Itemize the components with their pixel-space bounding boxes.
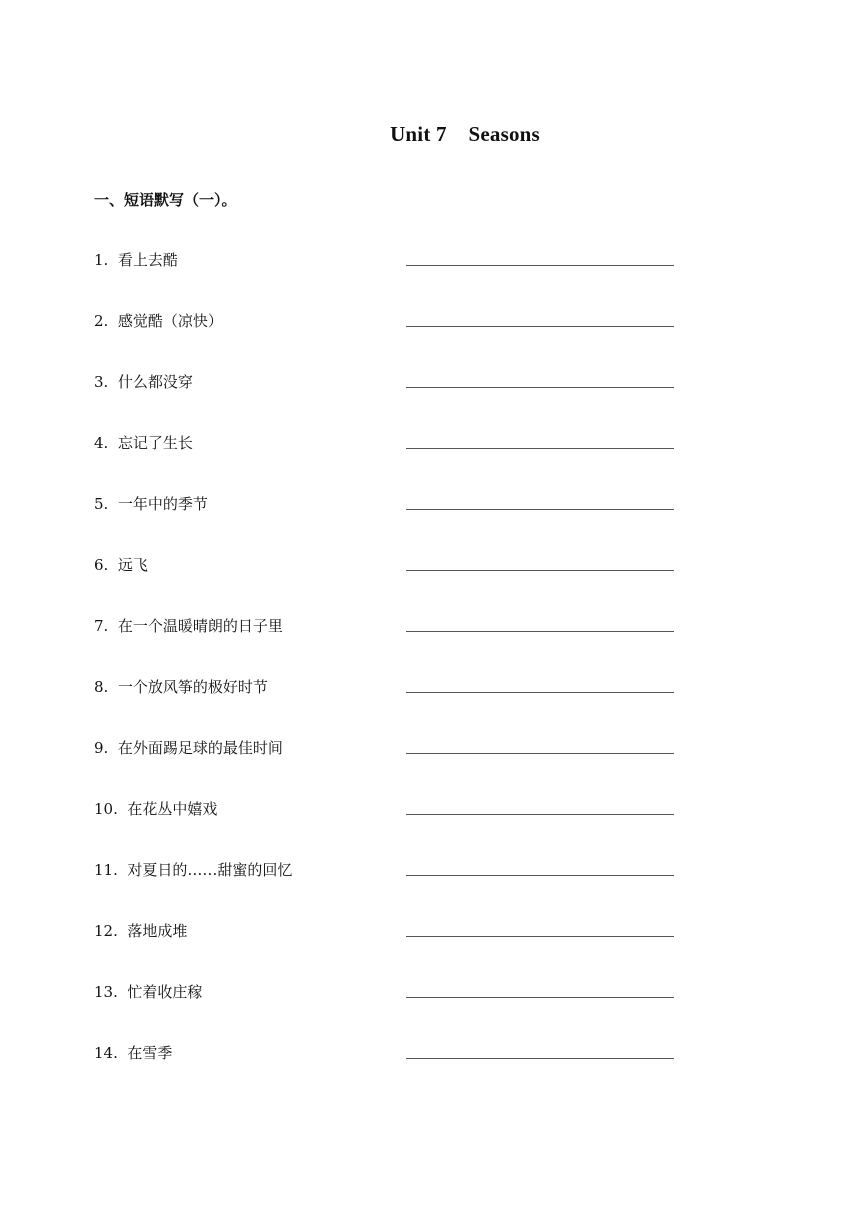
- exercise-item-number: 12.: [94, 922, 118, 940]
- answer-blank-line[interactable]: [406, 814, 674, 815]
- answer-blank-line[interactable]: [406, 1058, 674, 1059]
- exercise-item-number: 14.: [94, 1044, 118, 1062]
- exercise-item-number: 6.: [94, 556, 109, 574]
- exercise-item-number: 4.: [94, 434, 109, 452]
- exercise-item-text: [94, 738, 283, 758]
- exercise-item-phrase: 在花丛中嬉戏: [127, 800, 218, 818]
- exercise-item-phrase: 忙着收庄稼: [127, 983, 203, 1001]
- exercise-item-text: [94, 433, 193, 453]
- exercise-item-text: [94, 494, 208, 514]
- exercise-item-number: 8.: [94, 678, 109, 696]
- exercise-item-number: 13.: [94, 983, 118, 1001]
- exercise-item-phrase: 一个放风筝的极好时节: [117, 678, 268, 696]
- exercise-item: [94, 555, 684, 616]
- exercise-item-number: 10.: [94, 800, 118, 818]
- answer-blank-line[interactable]: [406, 509, 674, 510]
- exercise-item-phrase: 忘记了生长: [117, 434, 193, 452]
- exercise-item-phrase: 在外面踢足球的最佳时间: [117, 739, 283, 757]
- exercise-item: [94, 799, 684, 860]
- exercise-item-phrase: 对夏日的……甜蜜的回忆: [127, 861, 293, 879]
- exercise-item-number: 11.: [94, 861, 118, 879]
- exercise-list: [94, 250, 684, 1104]
- exercise-item: [94, 433, 684, 494]
- answer-blank-line[interactable]: [406, 631, 674, 632]
- exercise-item-text: [94, 860, 292, 880]
- answer-blank-line[interactable]: [406, 265, 674, 266]
- answer-blank-line[interactable]: [406, 875, 674, 876]
- answer-blank-line[interactable]: [406, 448, 674, 449]
- exercise-item-text: [94, 982, 202, 1002]
- exercise-item-phrase: 一年中的季节: [117, 495, 208, 513]
- exercise-item-text: [94, 921, 187, 941]
- exercise-item-text: [94, 677, 268, 697]
- exercise-item: [94, 616, 684, 677]
- exercise-item-phrase: 在雪季: [127, 1044, 173, 1062]
- exercise-item-phrase: 在一个温暖晴朗的日子里: [117, 617, 283, 635]
- exercise-item-number: 5.: [94, 495, 109, 513]
- answer-blank-line[interactable]: [406, 387, 674, 388]
- answer-blank-line[interactable]: [406, 936, 674, 937]
- exercise-item-phrase: 什么都没穿: [117, 373, 193, 391]
- exercise-item-text: [94, 1043, 172, 1063]
- exercise-item-text: [94, 250, 178, 270]
- exercise-item: [94, 250, 684, 311]
- exercise-item-number: 3.: [94, 373, 109, 391]
- exercise-item: [94, 860, 684, 921]
- section-heading: 一、短语默写（一）。: [94, 191, 237, 209]
- answer-blank-line[interactable]: [406, 570, 674, 571]
- exercise-item-text: [94, 799, 217, 819]
- exercise-item-number: 2.: [94, 312, 109, 330]
- answer-blank-line[interactable]: [406, 326, 674, 327]
- exercise-item: [94, 311, 684, 372]
- answer-blank-line[interactable]: [406, 997, 674, 998]
- exercise-item-number: 7.: [94, 617, 109, 635]
- exercise-item-phrase: 看上去酷: [117, 251, 178, 269]
- answer-blank-line[interactable]: [406, 692, 674, 693]
- exercise-item-phrase: 落地成堆: [127, 922, 188, 940]
- exercise-item-text: [94, 616, 283, 636]
- exercise-item-phrase: 感觉酷（凉快）: [117, 312, 223, 330]
- exercise-item: [94, 738, 684, 799]
- exercise-item: [94, 982, 684, 1043]
- exercise-item-text: [94, 311, 223, 331]
- answer-blank-line[interactable]: [406, 753, 674, 754]
- exercise-item-number: 9.: [94, 739, 109, 757]
- exercise-item: [94, 1043, 684, 1104]
- exercise-item: [94, 921, 684, 982]
- exercise-item-text: [94, 555, 148, 575]
- exercise-item: [94, 494, 684, 555]
- exercise-item-text: [94, 372, 193, 392]
- exercise-item-number: 1.: [94, 251, 109, 269]
- page-title: Unit 7 Seasons: [390, 122, 540, 146]
- exercise-item: [94, 372, 684, 433]
- exercise-item: [94, 677, 684, 738]
- exercise-item-phrase: 远飞: [117, 556, 148, 574]
